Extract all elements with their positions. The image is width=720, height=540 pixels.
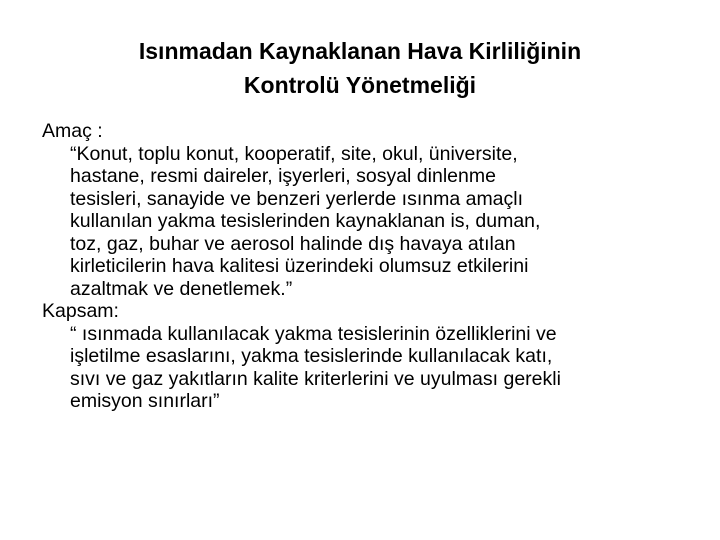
text-line: “ ısınmada kullanılacak yakma tesislerinin özelliklerini ve [70,322,557,345]
text-line: sıvı ve gaz yakıtların kalite kriterlerini ve uyulması gerekli [70,367,561,390]
text-line: tesisleri, sanayide ve benzeri yerlerde ısınma amaçlı [70,187,524,210]
section-heading-kapsam: Kapsam: [42,300,119,322]
text-line: kullanılan yakma tesislerinden kaynaklanan is, duman, [70,210,541,232]
title-line-2: Kontrolü Yönetmeliği [243,72,477,98]
text-line: azaltmak ve denetlemek.” [70,277,293,300]
text-line: “Konut, toplu konut, kooperatif, site, okul, üniversite, [70,142,518,165]
title-line-1: Isınmadan Kaynaklanan Hava Kirliliğinin [138,38,582,64]
section-heading-amac: Amaç : [42,120,103,142]
text-line: toz, gaz, buhar ve aerosol halinde dış havaya atılan [70,232,516,255]
text-line: kirleticilerin hava kalitesi üzerindeki olumsuz etkilerini [70,255,529,277]
text-line: işletilme esaslarını, yakma tesislerinde kullanılacak katı, [70,345,553,367]
section-text-kapsam [70,323,692,413]
text-line: hastane, resmi daireler, işyerleri, sosyal dinlenme [70,165,496,187]
section-text-amac [70,143,692,301]
text-line: emisyon sınırları” [70,390,220,412]
page-title [0,34,720,102]
slide-body [42,120,692,413]
